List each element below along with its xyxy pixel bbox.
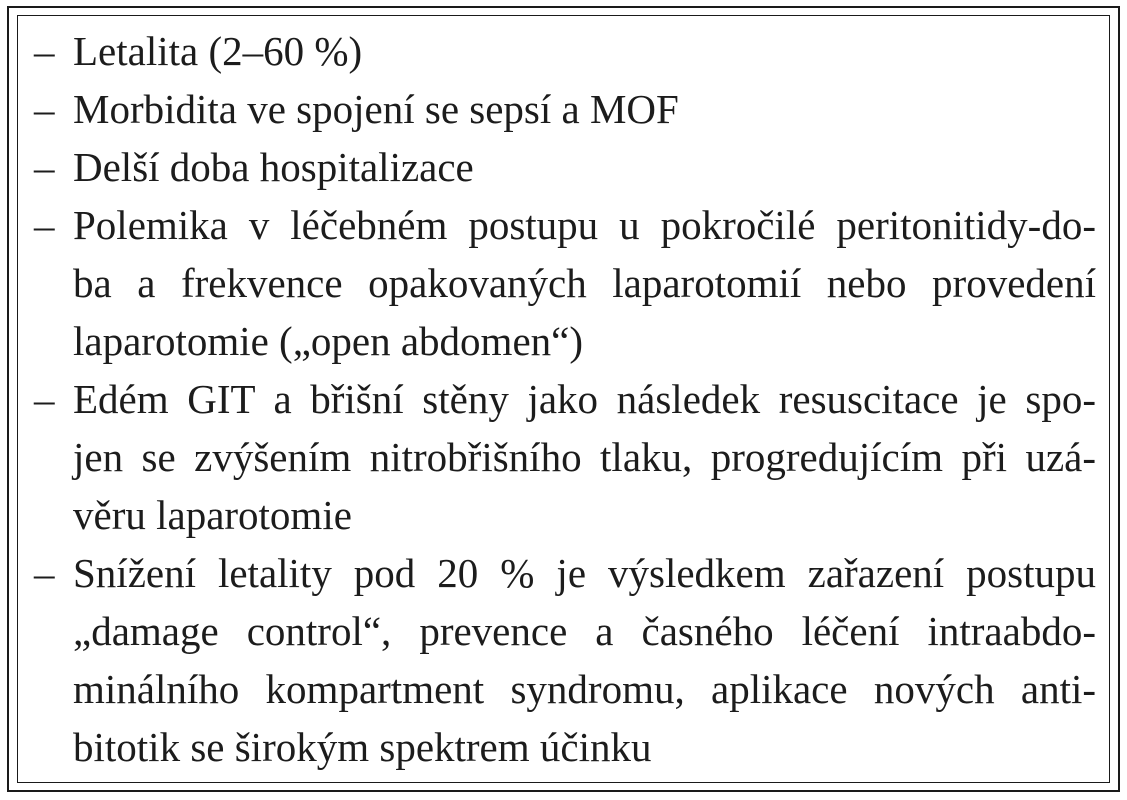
list-item-continuation <box>34 718 1096 776</box>
list-item-text: věru laparotomie <box>73 492 352 538</box>
list-dash: – <box>34 28 55 74</box>
list-item-text: Snížení letality pod 20 % je výsledkem zařazení postupu <box>73 550 1096 596</box>
list-item-text: jen se zvýšením nitrobřišního tlaku, progredujícím při uzá- <box>73 434 1096 480</box>
list-item-text: Letalita (2–60 %) <box>73 28 363 74</box>
list-item-text: Delší doba hospitalizace <box>73 144 474 190</box>
list-item-text: minálního kompartment syndromu, aplikace nových anti- <box>73 666 1096 712</box>
list-item <box>34 22 1096 80</box>
list-item <box>34 138 1096 196</box>
list-dash: – <box>34 202 55 248</box>
list-dash: – <box>34 376 55 422</box>
list-item-text: „damage control“, prevence a časného léčení intraabdo- <box>73 608 1096 654</box>
list-item <box>34 544 1096 602</box>
list-item-continuation <box>34 312 1096 370</box>
list-item-text: Morbidita ve spojení se sepsí a MOF <box>73 86 679 132</box>
list-dash: – <box>34 144 55 190</box>
list-item-text: Polemika v léčebném postupu u pokročilé peritonitidy-do- <box>73 202 1096 248</box>
list-dash: – <box>34 550 55 596</box>
list-item-text: laparotomie („open abdomen“) <box>73 318 583 364</box>
list-dash: – <box>34 86 55 132</box>
list-item <box>34 196 1096 254</box>
list-box <box>34 22 1096 776</box>
list-item <box>34 370 1096 428</box>
list-item <box>34 80 1096 138</box>
list-item-text: Edém GIT a břišní stěny jako následek resuscitace je spo- <box>73 376 1096 422</box>
list-item-continuation <box>34 254 1096 312</box>
list-item-continuation <box>34 428 1096 486</box>
list-item-continuation <box>34 660 1096 718</box>
list-item-text: ba a frekvence opakovaných laparotomií nebo provedení <box>73 260 1096 306</box>
list-item-continuation <box>34 602 1096 660</box>
list-item-continuation <box>34 486 1096 544</box>
list-item-text: bitotik se širokým spektrem účinku <box>73 724 652 770</box>
